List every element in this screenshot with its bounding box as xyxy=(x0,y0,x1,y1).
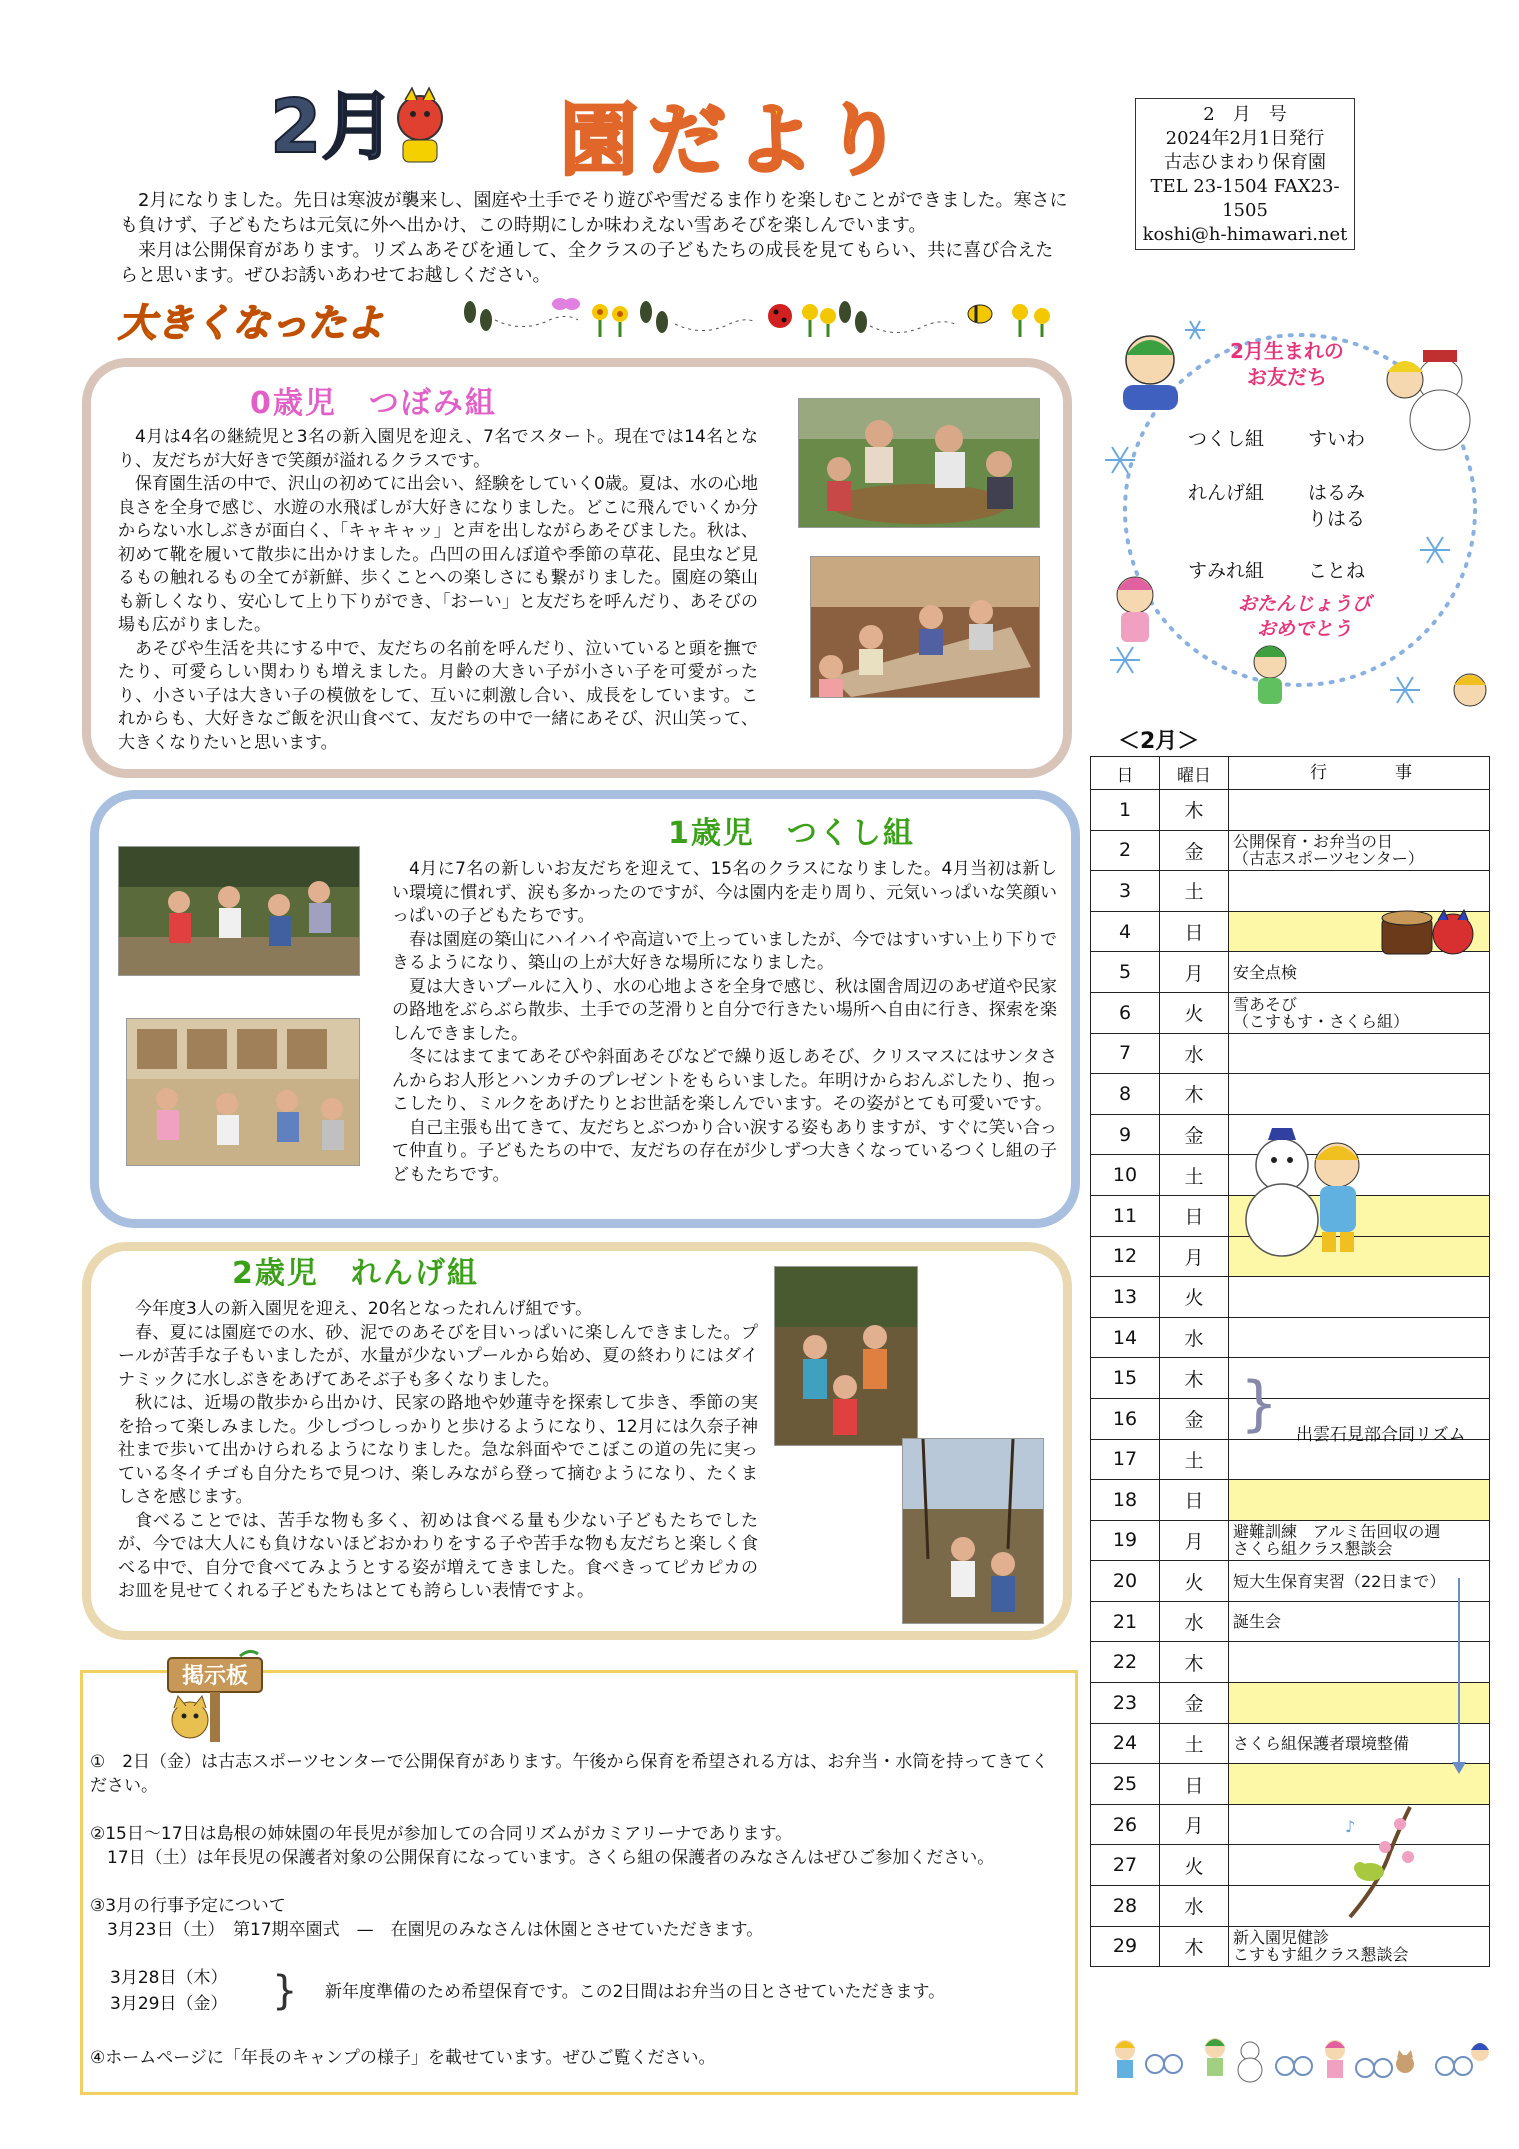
calendar-event xyxy=(1229,1642,1490,1683)
calendar-event xyxy=(1229,1317,1490,1358)
section-title-grown: 大きくなったよ xyxy=(118,301,385,345)
notice-body xyxy=(90,1750,1065,2070)
calendar-day: 27 xyxy=(1091,1845,1160,1886)
child-icon xyxy=(1117,577,1153,642)
calendar-event: 短大生保育実習（22日まで） xyxy=(1229,1561,1490,1602)
taiko-drum-icon xyxy=(1378,902,1478,962)
issue-date: 2024年2月1日発行 xyxy=(1165,128,1325,149)
calendar-weekday: 日 xyxy=(1160,1764,1229,1805)
photo-tsukushi-field xyxy=(118,846,360,976)
notice-item: 3月23日（土） 第17期卒園式 — 在園児のみなさんは休園とさせていただきます。 xyxy=(90,1920,764,1940)
calendar-event xyxy=(1229,790,1490,831)
calendar-weekday: 木 xyxy=(1160,1642,1229,1683)
calendar-day: 8 xyxy=(1091,1074,1160,1115)
notice-date-bracket: } xyxy=(272,1968,298,2014)
phone-fax: TEL 23-1504 FAX23-1505 xyxy=(1150,176,1340,221)
calendar-row xyxy=(1091,1520,1490,1561)
calendar-row xyxy=(1091,992,1490,1033)
birthday-message-line: おたんじょうび xyxy=(1238,593,1372,615)
footer-decoration xyxy=(1105,2026,1490,2086)
child-on-sled-icon xyxy=(1123,336,1178,410)
calendar-row xyxy=(1091,1804,1490,1845)
calendar-weekday: 木 xyxy=(1160,790,1229,831)
calendar-row xyxy=(1091,1926,1490,1967)
photo-renge-forest xyxy=(902,1438,1044,1624)
calendar-day: 16 xyxy=(1091,1398,1160,1439)
class-paragraph: 自己主張も出てきて、友だちとぶつかり合い涙する姿もありますが、すぐに笑い合って仲直り。子どもたちの中で、友だちの存在が少しずつ大きくなっているつくし組の子どもたちです。 xyxy=(392,1117,1057,1185)
calendar-row xyxy=(1091,1439,1490,1480)
calendar-row xyxy=(1091,830,1490,871)
class-paragraph: 冬にはまてまてあそびや斜面あそびなどで繰り返しあそび、クリスマスにはサンタさんからお人形とハンカチのプレゼントをもらいました。年明けからおんぶしたり、抱っこしたり、ミルクをあげたりとお世話を楽しんでいます。その姿がとても可愛いです。 xyxy=(392,1047,1057,1114)
calendar-event xyxy=(1229,1480,1490,1521)
birthday-name: はるみ xyxy=(1308,482,1366,504)
calendar-header-row xyxy=(1091,757,1490,790)
calendar-row xyxy=(1091,1480,1490,1521)
calendar-row xyxy=(1091,1074,1490,1115)
calendar-event: 誕生会 xyxy=(1229,1601,1490,1642)
birthday-name: りはる xyxy=(1308,508,1366,530)
calendar-event xyxy=(1229,1033,1490,1074)
calendar-row xyxy=(1091,1764,1490,1805)
calendar-event xyxy=(1229,1074,1490,1115)
bee-icon xyxy=(968,305,992,323)
intro-paragraph: 2月になりました。先日は寒波が襲来し、園庭や土手でそり遊びや雪だるま作りを楽しむことができました。寒さにも負けず、子どもたちは元気に外へ出かけ、この時期にしか味わえない雪あそびを楽しんでいます。 xyxy=(120,190,1068,236)
class-paragraph: あそびや生活を共にする中で、友だちの名前を呼んだり、泣いていると頭を撫でたり、可愛らしい関わりも増えました。月齢の大きい子が小さい子を可愛がったり、小さい子は大きい子の模倣をして、互いに刺激し合い、成長をしています。これからも、大好きなご飯を沢山食べて、友だちの中で一緒にあそび、沢山笑って、大きくなりたいと思います。 xyxy=(118,638,758,753)
photo-renge-running xyxy=(774,1266,918,1446)
calendar-weekday: 金 xyxy=(1160,1398,1229,1439)
birthday-class: れんげ組 xyxy=(1188,482,1265,504)
snowman-and-child-icon xyxy=(1242,1120,1374,1260)
class-text-tsukushi xyxy=(392,858,1057,1187)
calendar-row xyxy=(1091,1642,1490,1683)
calendar-day: 6 xyxy=(1091,992,1160,1033)
month-logo-text: 2月 xyxy=(270,84,396,170)
calendar-weekday: 水 xyxy=(1160,1886,1229,1927)
class-paragraph: 夏は大きいプールに入り、水の心地よさを全身で感じ、秋は園舎周辺のあぜ道や民家の路地をぶらぶら散歩、土手での芝滑りと自分で行きたい場所へ自由に行き、探索を楽しんできました。 xyxy=(392,976,1057,1044)
plum-blossom-bird-icon xyxy=(1340,1802,1422,1922)
birthday-title-line: 2月生まれの xyxy=(1230,339,1344,363)
calendar-day: 10 xyxy=(1091,1155,1160,1196)
calendar-day: 20 xyxy=(1091,1561,1160,1602)
calendar-event: 新入園児健診 こすもす組クラス懇談会 xyxy=(1229,1926,1490,1967)
notice-item: 17日（土）は年長児の保護者対象の公開保育になっています。さくら組の保護者のみなさんはぜひご参加ください。 xyxy=(90,1848,995,1868)
calendar-day: 5 xyxy=(1091,952,1160,993)
calendar-event xyxy=(1229,1277,1490,1318)
notice-dates-note: 新年度準備のため希望保育です。この2日間はお弁当の日とさせていただきます。 xyxy=(325,1982,946,2002)
child-icon xyxy=(1115,2040,1135,2078)
calendar-weekday: 金 xyxy=(1160,1114,1229,1155)
class-title-renge: 2歳児 れんげ組 xyxy=(232,1256,479,1291)
calendar-weekday: 水 xyxy=(1160,1317,1229,1358)
calendar-weekday: 木 xyxy=(1160,1358,1229,1399)
calendar-weekday: 木 xyxy=(1160,1074,1229,1115)
birthday-class: すみれ組 xyxy=(1188,560,1265,582)
intro-paragraph: 来月は公開保育があります。リズムあそびを通して、全クラスの子どもたちの成長を見てもらい、共に喜び合えたらと思います。ぜひお誘いあわせてお越しください。 xyxy=(120,240,1054,286)
notice-sign-illustration xyxy=(160,1648,270,1752)
calendar-event xyxy=(1229,1764,1490,1805)
child-icon xyxy=(1454,674,1486,706)
calendar-rhythm-note: 出雲石見部合同リズム xyxy=(1296,1425,1466,1445)
calendar-day: 29 xyxy=(1091,1926,1160,1967)
intro-text xyxy=(120,188,1070,288)
calendar-day: 26 xyxy=(1091,1804,1160,1845)
calendar-event xyxy=(1229,1683,1490,1724)
calendar-weekday: 火 xyxy=(1160,1561,1229,1602)
calendar-weekday: 月 xyxy=(1160,1236,1229,1277)
calendar-row xyxy=(1091,1277,1490,1318)
school-name: 古志ひまわり保育園 xyxy=(1164,152,1326,173)
snowman-icon xyxy=(1238,2042,1262,2082)
cat-icon xyxy=(1396,2050,1414,2073)
calendar-weekday: 火 xyxy=(1160,1277,1229,1318)
calendar-day: 4 xyxy=(1091,911,1160,952)
ladybug-icon xyxy=(768,304,792,328)
child-icon xyxy=(1205,2038,1225,2076)
notice-item: ②15日～17日は島根の姉妹園の年長児が参加しての合同リズムがカミアリーナであります。 xyxy=(90,1824,793,1844)
page-title: 園だより xyxy=(560,96,913,186)
calendar-bracket: } xyxy=(1240,1369,1279,1439)
class-paragraph: 今年度3人の新入園児を迎え、20名となったれんげ組です。 xyxy=(135,1299,593,1319)
calendar-row xyxy=(1091,790,1490,831)
calendar-weekday: 土 xyxy=(1160,1155,1229,1196)
notice-sign-label: 掲示板 xyxy=(181,1664,249,1689)
calendar-weekday: 水 xyxy=(1160,1033,1229,1074)
calendar-row xyxy=(1091,1601,1490,1642)
calendar-day: 14 xyxy=(1091,1317,1160,1358)
birthday-message xyxy=(1238,592,1371,642)
butterfly-icon xyxy=(552,298,580,310)
calendar-day: 12 xyxy=(1091,1236,1160,1277)
birthday-name: すいわ xyxy=(1308,428,1366,450)
class-paragraph: 食べることでは、苦手な物も多く、初めは食べる量も少ない子どもたちでしたが、今では大人にも負けないほどおかわりをする子や苦手な物も友だちと楽しく食べる中で、自分で食べてみようとする姿が増えてきました。食べきってピカピカのお皿を見せてくれる子どもたちはとても誇らしい表情ですよ。 xyxy=(118,1510,758,1601)
calendar-day: 2 xyxy=(1091,830,1160,871)
class-paragraph: 保育園生活の中で、沢山の初めてに出会い、経験をしていく0歳。夏は、水の心地良さを全身で感じ、水遊の水飛ばしが大好きになりました。どこに飛んでいくか分からない水しぶきが面白く、「キャキャッ」と声を出しながらあそびました。秋は、初めて靴を履いて散歩に出かけました。凸凹の田んぼ道や季節の草花、昆虫など見るもの触れるもの全てが新鮮、歩くことへの楽しさにも繋がりました。園庭の築山も新しくなり、安心して上り下りができ、「おーい」と友だちを呼んだり、あそびの場も広がりました。 xyxy=(118,474,758,635)
calendar-day: 22 xyxy=(1091,1642,1160,1683)
calendar-weekday: 日 xyxy=(1160,1480,1229,1521)
calendar-row xyxy=(1091,1723,1490,1764)
calendar-weekday: 日 xyxy=(1160,911,1229,952)
birthday-title xyxy=(1230,338,1344,390)
calendar-day: 1 xyxy=(1091,790,1160,831)
calendar-weekday: 火 xyxy=(1160,1845,1229,1886)
calendar-label: ＜2月＞ xyxy=(1118,729,1200,754)
notice-date: 3月28日（木） xyxy=(110,1968,228,1988)
notice-item: ③3月の行事予定について xyxy=(90,1896,286,1916)
notice-date: 3月29日（金） xyxy=(110,1994,228,2014)
calendar-weekday: 月 xyxy=(1160,952,1229,993)
calendar-weekday: 土 xyxy=(1160,1723,1229,1764)
calendar-weekday: 木 xyxy=(1160,1926,1229,1967)
snowman-icon xyxy=(1387,350,1470,450)
calendar-event: 避難訓練 アルミ缶回収の週 さくら組クラス懇談会 xyxy=(1229,1520,1490,1561)
birthday-name: ことね xyxy=(1308,560,1366,582)
calendar-event xyxy=(1229,1439,1490,1480)
calendar-event: 安全点検 xyxy=(1229,952,1490,993)
calendar-day: 7 xyxy=(1091,1033,1160,1074)
notice-item: ① 2日（金）は古志スポーツセンターで公開保育があります。午後から保育を希望される方は、お弁当・水筒を持ってきてください。 xyxy=(90,1752,1049,1796)
class-paragraph: 秋には、近場の散歩から出かけ、民家の路地や妙蓮寺を探索して歩き、季節の実を拾って楽しみました。少しづつしっかりと歩けるようになり、12月には久奈子神社まで歩いて出かけられるようになりました。急な斜面やでこぼこの道の先に実っている冬イチゴも自分たちで見つけ、楽しみながら登って摘むようになり、たくましさを感じます。 xyxy=(118,1393,758,1507)
child-icon xyxy=(1325,2040,1345,2078)
month-logo-illustration xyxy=(265,80,455,170)
calendar-weekday: 金 xyxy=(1160,830,1229,871)
class-paragraph: 4月に7名の新しいお友だちを迎えて、15名のクラスになりました。4月当初は新しい環境に慣れず、涙も多かったのですが、今は園内を走り周り、元気いっぱいな笑顔いっぱいの子どもたちです。 xyxy=(392,859,1057,926)
calendar-day: 3 xyxy=(1091,871,1160,912)
calendar-weekday: 月 xyxy=(1160,1804,1229,1845)
calendar-row xyxy=(1091,1845,1490,1886)
calendar-row xyxy=(1091,1033,1490,1074)
notice-item: ④ホームページに「年長のキャンプの様子」を載せています。ぜひご覧ください。 xyxy=(90,2048,716,2068)
child-icon xyxy=(1471,2043,1489,2061)
calendar-day: 18 xyxy=(1091,1480,1160,1521)
calendar-weekday: 金 xyxy=(1160,1683,1229,1724)
calendar-row xyxy=(1091,1561,1490,1602)
calendar-day: 28 xyxy=(1091,1886,1160,1927)
calendar-event: 公開保育・お弁当の日 （古志スポーツセンター） xyxy=(1229,830,1490,871)
class-title-tsukushi: 1歳児 つくし組 xyxy=(668,816,915,851)
issue-number: 2 月 号 xyxy=(1203,104,1287,125)
birthday-title-line: お友だち xyxy=(1246,365,1327,389)
birthday-message-line: おめでとう xyxy=(1257,618,1353,640)
calendar-event: 雪あそび （こすもす・さくら組） xyxy=(1229,992,1490,1033)
issue-info-box xyxy=(1135,98,1355,250)
calendar-duration-arrow xyxy=(1458,1578,1460,1768)
calendar-weekday: 月 xyxy=(1160,1520,1229,1561)
birthday-class: つくし組 xyxy=(1188,428,1265,450)
calendar-row xyxy=(1091,1683,1490,1724)
calendar-weekday: 土 xyxy=(1160,1439,1229,1480)
email: koshi@h-himawari.net xyxy=(1142,224,1348,245)
calendar-day: 21 xyxy=(1091,1601,1160,1642)
calendar-day: 17 xyxy=(1091,1439,1160,1480)
child-icon xyxy=(1254,646,1286,704)
calendar-row xyxy=(1091,1886,1490,1927)
calendar-weekday: 火 xyxy=(1160,992,1229,1033)
photo-tsubomi-water-play xyxy=(798,398,1040,528)
calendar-day: 25 xyxy=(1091,1764,1160,1805)
calendar-day: 9 xyxy=(1091,1114,1160,1155)
class-paragraph: 春は園庭の築山にハイハイや高這いで上っていましたが、今ではすいすい上り下りできるようになり、築山の上が大好きな場所になりました。 xyxy=(392,929,1057,973)
calendar-day: 13 xyxy=(1091,1277,1160,1318)
calendar-event: さくら組保護者環境整備 xyxy=(1229,1723,1490,1764)
calendar-day: 24 xyxy=(1091,1723,1160,1764)
photo-tsukushi-indoor xyxy=(126,1018,360,1166)
svg-text:♪: ♪ xyxy=(1345,1817,1356,1836)
calendar-arrow-head xyxy=(1452,1762,1466,1774)
calendar-weekday: 土 xyxy=(1160,871,1229,912)
calendar-header-day: 日 xyxy=(1091,757,1160,790)
class-title-tsubomi: 0歳児 つぼみ組 xyxy=(250,386,497,421)
class-paragraph: 4月は4名の継続児と3名の新入園児を迎え、7名でスタート。現在では14名となり、友だちが大好きで笑顔が溢れるクラスです。 xyxy=(118,427,758,471)
calendar-row xyxy=(1091,1317,1490,1358)
calendar-day: 15 xyxy=(1091,1358,1160,1399)
class-paragraph: 春、夏には園庭での水、砂、泥でのあそびを目いっぱいに楽しんできました。プールが苦手な子もいましたが、水量が少ないプールから始め、夏の終わりにはダイナミックに水しぶきをあげてあそぶ子も多くなりました。 xyxy=(118,1322,758,1390)
calendar-weekday: 日 xyxy=(1160,1195,1229,1236)
calendar-day: 23 xyxy=(1091,1683,1160,1724)
class-text-tsubomi xyxy=(118,426,758,755)
calendar-row xyxy=(1091,1358,1490,1399)
notice-dates-block xyxy=(90,1966,1065,2022)
photo-tsubomi-slope-play xyxy=(810,556,1040,698)
decorative-footprint-strip xyxy=(450,282,1100,344)
flower-icon xyxy=(592,304,628,337)
class-text-renge xyxy=(118,1298,758,1604)
calendar-day: 19 xyxy=(1091,1520,1160,1561)
calendar-weekday: 水 xyxy=(1160,1601,1229,1642)
calendar-day: 11 xyxy=(1091,1195,1160,1236)
calendar-header-event: 行 事 xyxy=(1229,757,1490,790)
calendar-header-weekday: 曜日 xyxy=(1160,757,1229,790)
